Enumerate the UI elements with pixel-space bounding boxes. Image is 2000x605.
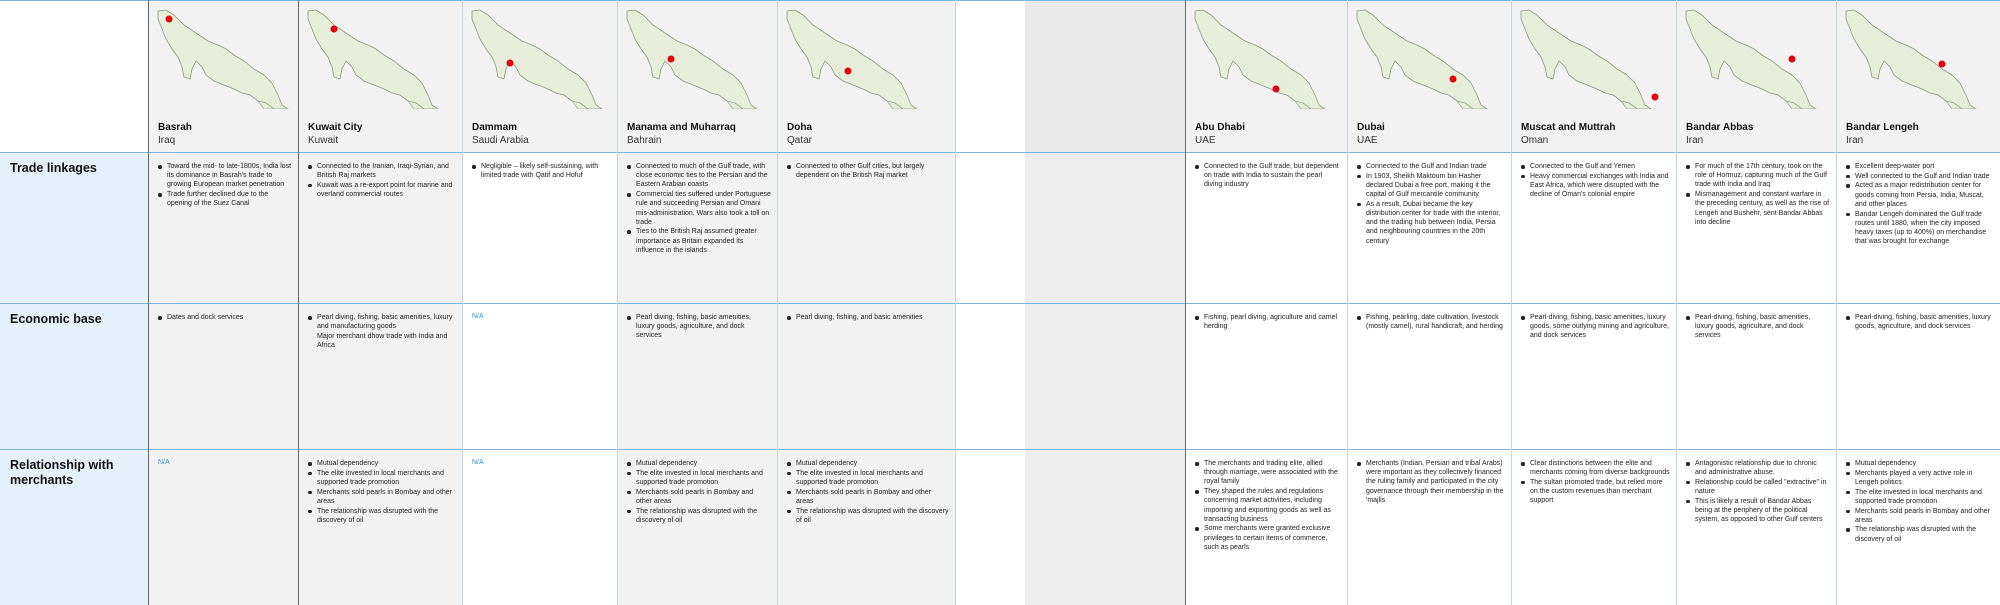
location-dot xyxy=(507,60,514,67)
city-name: Abu Dhabi xyxy=(1195,122,1245,133)
column-divider xyxy=(298,0,299,605)
city-name: Muscat and Muttrah xyxy=(1521,122,1616,133)
bullet-item: As a result, Dubai became the key distribution center for trade with the interior, and the trading hub between India, Persia and neighbouring countries in the 20th century xyxy=(1357,200,1505,246)
cell-trade-bandarlengeh xyxy=(1836,152,2000,303)
cell-trade-kuwait xyxy=(298,152,462,303)
cell-trade-manama xyxy=(617,152,777,303)
bullet-item: Commercial ties suffered under Portuguese rule and succeeding Persian and Omani mis-administration. Wars also took a toll on trade xyxy=(627,190,771,227)
column-divider xyxy=(1185,0,1186,605)
location-dot xyxy=(845,68,852,75)
bullet-item: The relationship was disrupted with the discovery of oil xyxy=(627,507,771,525)
bullet-list xyxy=(1846,162,1994,247)
bullet-item: Merchants sold pearls in Bombay and other areas xyxy=(627,488,771,506)
gulf-map-dammam xyxy=(468,9,617,109)
bullet-item: Pearl-diving, fishing, basic amenities, luxury goods, agriculture, and dock services xyxy=(1846,313,1994,331)
bullet-list xyxy=(1195,313,1341,332)
bullet-list xyxy=(472,162,611,181)
cell-relationship-basrah xyxy=(148,449,298,605)
bullet-list xyxy=(308,459,456,525)
bullet-list xyxy=(1357,162,1505,246)
bullet-list xyxy=(158,162,292,209)
bullet-item: Connected to the Iranian, Iraqi-Syrian, and British Raj markets xyxy=(308,162,456,180)
header-spacer-white xyxy=(955,0,1025,152)
bullet-item: Mutual dependency xyxy=(1846,459,1994,468)
bullet-item: Excellent deep-water port xyxy=(1846,162,1994,171)
gulf-map-dubai xyxy=(1353,9,1503,109)
bullet-item: Merchants sold pearls in Bombay and other areas xyxy=(308,488,456,506)
bullet-item: This is likely a result of Bandar Abbas being at the periphery of the political system, as opposed to other Gulf centers xyxy=(1686,497,1830,525)
bullet-item: Heavy commercial exchanges with India and East Africa, which were disrupted with the decline of Oman's colonial empire xyxy=(1521,172,1670,200)
bullet-list xyxy=(1195,162,1341,190)
header-abudhabi xyxy=(1185,0,1347,152)
bullet-item: Bandar Lengeh dominated the Gulf trade routes until 1880, when the city imposed heavy taxes (up to 400%) on merchandise that was brought for exchange xyxy=(1846,210,1994,247)
header-manama xyxy=(617,0,777,152)
spacer-cell xyxy=(955,152,1025,303)
column-divider xyxy=(462,0,463,605)
city-name: Manama and Muharraq xyxy=(627,122,736,133)
country-name: UAE xyxy=(1195,135,1216,146)
cell-economic-muscat xyxy=(1511,303,1676,449)
country-name: Qatar xyxy=(787,135,813,146)
city-name: Kuwait City xyxy=(308,122,363,133)
spacer-cell xyxy=(955,449,1025,605)
cell-economic-bandarlengeh xyxy=(1836,303,2000,449)
cell-economic-abudhabi xyxy=(1185,303,1347,449)
gulf-map-bandarlengeh xyxy=(1842,9,1992,109)
country-name: Iran xyxy=(1686,135,1704,146)
country-name: UAE xyxy=(1357,135,1378,146)
cell-trade-doha xyxy=(777,152,955,303)
country-name: Saudi Arabia xyxy=(472,135,529,146)
column-divider xyxy=(1347,0,1348,605)
gulf-map-doha xyxy=(783,9,933,109)
bullet-item: Merchants sold pearls in Bombay and other areas xyxy=(1846,507,1994,525)
bullet-item: Merchants played a very active role in Lengeh politics xyxy=(1846,469,1994,487)
header-dammam xyxy=(462,0,617,152)
column-divider xyxy=(148,0,149,605)
location-dot xyxy=(1273,86,1280,93)
column-divider xyxy=(955,0,956,605)
header-doha xyxy=(777,0,955,152)
bullet-list xyxy=(1521,459,1670,506)
bullet-item: Acted as a major redistribution center for goods coming from Persia, India, Muscat, and other places xyxy=(1846,181,1994,209)
cell-economic-dammam xyxy=(462,303,617,449)
bullet-item: Clear distinctions between the elite and merchants coming from diverse backgrounds xyxy=(1521,459,1670,477)
cell-relationship-bandarabbas xyxy=(1676,449,1836,605)
city-name: Bandar Lengeh xyxy=(1846,122,1919,133)
corner-cell xyxy=(0,0,148,152)
header-kuwait xyxy=(298,0,462,152)
bullet-item: The relationship was disrupted with the discovery of oil xyxy=(1846,525,1994,543)
bullet-list xyxy=(787,313,949,323)
header-bandarlengeh xyxy=(1836,0,2000,152)
spacer-cell xyxy=(1025,152,1185,303)
bullet-item: The sultan promoted trade, but relied more on the custom revenues than merchant support xyxy=(1521,478,1670,506)
not-available: N/A xyxy=(472,459,484,466)
row-label-text: Economic base xyxy=(10,312,102,326)
column-divider xyxy=(1676,0,1677,605)
location-dot xyxy=(1652,94,1659,101)
column-divider xyxy=(777,0,778,605)
bullet-item: Mutual dependency xyxy=(787,459,949,468)
city-name: Dubai xyxy=(1357,122,1385,133)
bullet-list xyxy=(787,162,949,181)
bullet-list xyxy=(787,459,949,525)
gulf-map-bandarabbas xyxy=(1682,9,1832,109)
bullet-list xyxy=(1521,313,1670,341)
cell-relationship-doha xyxy=(777,449,955,605)
not-available: N/A xyxy=(472,313,484,320)
bullet-item: Pearl-diving, fishing, basic amenities, luxury goods, some outlying mining and agriculture, and dock services xyxy=(1521,313,1670,341)
row-label-text: Relationship with merchants xyxy=(10,458,114,487)
bullet-item: Ties to the British Raj assumed greater importance as Britain expanded its influence in the islands xyxy=(627,227,771,255)
bullet-item: Connected to the Gulf and Yemen xyxy=(1521,162,1670,171)
gulf-map-kuwait xyxy=(304,9,454,109)
bullet-item: Dates and dock services xyxy=(158,313,292,322)
bullet-list xyxy=(158,313,292,323)
cell-relationship-bandarlengeh xyxy=(1836,449,2000,605)
bullet-item: Major merchant dhow trade with India and Africa xyxy=(317,332,448,350)
bullet-item: Fishing, pearling, date cultivation, livestock (mostly camel), rural handicraft, and herding xyxy=(1357,313,1505,331)
bullet-item: Some merchants were granted exclusive privileges to certain items of commerce, such as pearls xyxy=(1195,524,1341,552)
country-name: Iran xyxy=(1846,135,1864,146)
bullet-item: Mutual dependency xyxy=(627,459,771,468)
bullet-item: Antagonistic relationship due to chronic and administrative abuse. xyxy=(1686,459,1830,477)
bullet-list xyxy=(308,313,456,351)
bullet-item: Relationship could be called "extractive" in nature xyxy=(1686,478,1830,496)
bullet-list xyxy=(1686,459,1830,525)
bullet-item: Trade further declined due to the opening of the Suez Canal xyxy=(158,190,292,208)
not-available: N/A xyxy=(158,459,170,466)
bullet-list xyxy=(627,313,771,341)
cell-trade-basrah xyxy=(148,152,298,303)
bullet-list xyxy=(1195,459,1341,553)
spacer-cell xyxy=(1025,449,1185,605)
cell-relationship-manama xyxy=(617,449,777,605)
row-label-relationship xyxy=(0,449,148,605)
city-name: Dammam xyxy=(472,122,518,133)
bullet-item: The relationship was disrupted with the discovery of oil xyxy=(787,507,949,525)
header-bandarabbas xyxy=(1676,0,1836,152)
bullet-item: The elite invested in local merchants and supported trade promotion xyxy=(308,469,456,487)
cell-relationship-abudhabi xyxy=(1185,449,1347,605)
location-dot xyxy=(166,16,173,23)
bullet-item: Well connected to the Gulf and Indian trade xyxy=(1846,172,1994,181)
cell-economic-manama xyxy=(617,303,777,449)
bullet-list xyxy=(1686,162,1830,227)
header-spacer-gray xyxy=(1025,0,1185,152)
column-divider xyxy=(1511,0,1512,605)
bullet-list xyxy=(1521,162,1670,200)
cell-relationship-muscat xyxy=(1511,449,1676,605)
gulf-map-manama xyxy=(623,9,773,109)
cell-relationship-kuwait xyxy=(298,449,462,605)
bullet-item: Pearl diving, fishing, basic amenities, luxury goods, agriculture, and dock services xyxy=(627,313,771,341)
location-dot xyxy=(1939,61,1946,68)
country-name: Bahrain xyxy=(627,135,662,146)
bullet-item: Kuwait was a re-export point for marine and overland commercial routes xyxy=(308,181,456,199)
header-dubai xyxy=(1347,0,1511,152)
bullet-item: Connected to other Gulf cities, but largely dependent on the British Raj market xyxy=(787,162,949,180)
bullet-item: In 1903, Sheikh Maktoum bin Hasher declared Dubai a free port, making it the capital of Gulf mercantile community xyxy=(1357,172,1505,200)
gulf-map-muscat xyxy=(1517,9,1667,109)
cell-economic-doha xyxy=(777,303,955,449)
header-muscat xyxy=(1511,0,1676,152)
bullet-item: Connected to the Gulf and Indian trade xyxy=(1357,162,1505,171)
bullet-item: Pearl diving, fishing, and basic amenities xyxy=(787,313,949,322)
bullet-item: Toward the mid- to late-1800s, India lost its dominance in Basrah's trade to growing European market penetration xyxy=(158,162,292,190)
bullet-list xyxy=(627,162,771,256)
header-basrah xyxy=(148,0,298,152)
bullet-item: Connected to much of the Gulf trade, with close economic ties to the Persian and the Eastern Arabian coasts xyxy=(627,162,771,190)
cell-relationship-dubai xyxy=(1347,449,1511,605)
location-dot xyxy=(331,26,338,33)
city-name: Doha xyxy=(787,122,812,133)
bullet-list xyxy=(1846,313,1994,332)
row-label-economic xyxy=(0,303,148,449)
gulf-map-abudhabi xyxy=(1191,9,1341,109)
bullet-item: Merchants (Indian, Persian and tribal Arabs) were important as they collectively financed the ruling family and participated in the city governance through their membership in the 'majlis xyxy=(1357,459,1505,505)
cell-trade-abudhabi xyxy=(1185,152,1347,303)
cell-relationship-dammam xyxy=(462,449,617,605)
bullet-list xyxy=(627,459,771,525)
bullet-item: Negligible – likely self-sustaining, with limited trade with Qatif and Hofuf xyxy=(472,162,611,180)
bullet-list xyxy=(1846,459,1994,544)
cell-economic-basrah xyxy=(148,303,298,449)
bullet-list xyxy=(308,162,456,200)
cell-economic-kuwait xyxy=(298,303,462,449)
bullet-item: Pearl-diving, fishing, basic amenities, luxury goods, agriculture, and dock services xyxy=(1686,313,1830,341)
city-name: Basrah xyxy=(158,122,192,133)
bullet-item: The merchants and trading elite, allied through marriage, were associated with the royal family xyxy=(1195,459,1341,487)
cell-trade-bandarabbas xyxy=(1676,152,1836,303)
bullet-item: Connected to the Gulf trade, but dependent on trade with India to sustain the pearl diving industry xyxy=(1195,162,1341,190)
bullet-item: The elite invested in local merchants and supported trade promotion xyxy=(787,469,949,487)
column-divider xyxy=(1836,0,1837,605)
location-dot xyxy=(668,56,675,63)
row-label-text: Trade linkages xyxy=(10,161,97,175)
bullet-item: Pearl diving, fishing, basic amenities, luxury and manufacturing goods xyxy=(308,313,456,331)
bullet-item: Mutual dependency xyxy=(308,459,456,468)
cell-trade-dammam xyxy=(462,152,617,303)
city-name: Bandar Abbas xyxy=(1686,122,1754,133)
bullet-item: The elite invested in local merchants and supported trade promotion xyxy=(1846,488,1994,506)
spacer-cell xyxy=(1025,303,1185,449)
bullet-item: Mismanagement and constant warfare in the preceding century, as well as the rise of Lengeh and Bushehr, sent Bandar Abbas into decline xyxy=(1686,190,1830,227)
bullet-item: For much of the 17th century, took on the role of Hormuz, capturing much of the Gulf trade with India and Iraq xyxy=(1686,162,1830,190)
location-dot xyxy=(1789,56,1796,63)
cell-trade-muscat xyxy=(1511,152,1676,303)
country-name: Oman xyxy=(1521,135,1549,146)
cell-trade-dubai xyxy=(1347,152,1511,303)
bullet-item: Merchants sold pearls in Bombay and other areas xyxy=(787,488,949,506)
country-name: Iraq xyxy=(158,135,176,146)
cell-economic-bandarabbas xyxy=(1676,303,1836,449)
bullet-item: Fishing, pearl diving, agriculture and camel herding xyxy=(1195,313,1341,331)
column-divider xyxy=(617,0,618,605)
bullet-list xyxy=(1357,459,1505,506)
bullet-list xyxy=(1686,313,1830,341)
cell-economic-dubai xyxy=(1347,303,1511,449)
spacer-cell xyxy=(955,303,1025,449)
location-dot xyxy=(1450,76,1457,83)
bullet-item: The elite invested in local merchants and supported trade promotion xyxy=(627,469,771,487)
bullet-item: The relationship was disrupted with the discovery of oil xyxy=(308,507,456,525)
row-label-trade xyxy=(0,152,148,303)
bullet-item: They shaped the rules and regulations concerning market activities, including importing and exporting goods as well as transacting business xyxy=(1195,487,1341,524)
country-name: Kuwait xyxy=(308,135,339,146)
gulf-map-basrah xyxy=(154,9,298,109)
bullet-list xyxy=(1357,313,1505,332)
